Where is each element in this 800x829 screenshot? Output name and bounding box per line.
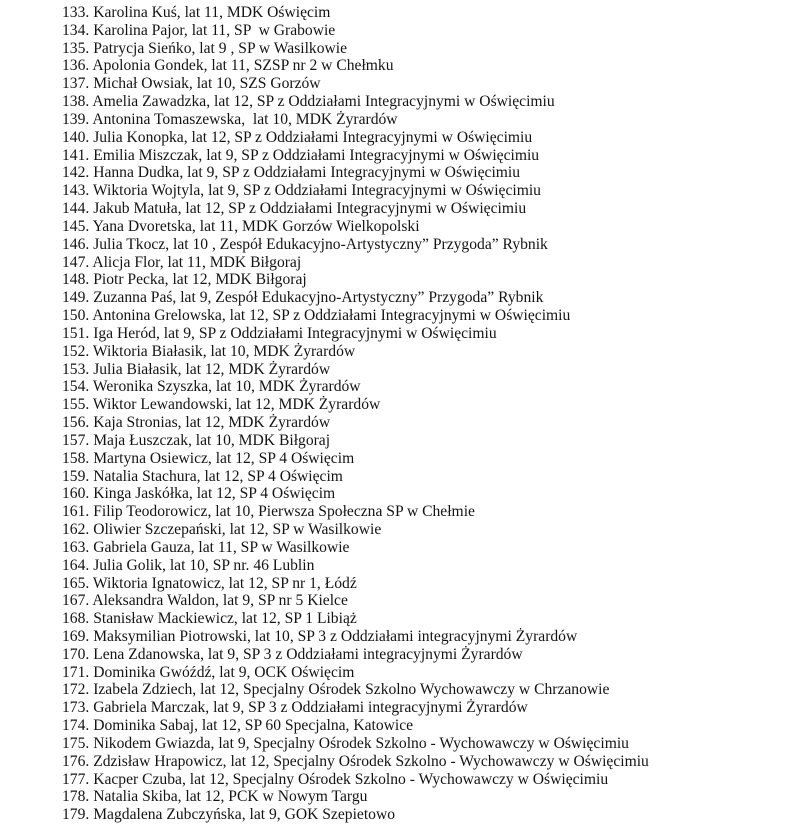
list-item: 165. Wiktoria Ignatowicz, lat 12, SP nr 1, Łódź bbox=[62, 574, 357, 592]
list-item: 145. Yana Dvoretska, lat 11, MDK Gorzów Wielkopolski bbox=[62, 217, 420, 235]
list-item: 158. Martyna Osiewicz, lat 12, SP 4 Oświęcim bbox=[62, 449, 355, 467]
list-item: 142. Hanna Dudka, lat 9, SP z Oddziałami Integracyjnymi w Oświęcimiu bbox=[62, 164, 521, 182]
list-item: 134. Karolina Pajor, lat 11, SP w Grabowie bbox=[62, 21, 336, 39]
list-item: 178. Natalia Skiba, lat 12, PCK w Nowym Targu bbox=[62, 788, 368, 806]
list-item: 176. Zdzisław Hrapowicz, lat 12, Specjalny Ośrodek Szkolno - Wychowawczy w Oświęcimiu bbox=[62, 752, 649, 770]
list-item: 146. Julia Tkocz, lat 10 , Zespół Edukacyjno-Artystyczny” Przygoda” Rybnik bbox=[62, 235, 548, 253]
list-item: 161. Filip Teodorowicz, lat 10, Pierwsza Społeczna SP w Chełmie bbox=[62, 503, 475, 521]
list-item: 151. Iga Heród, lat 9, SP z Oddziałami Integracyjnymi w Oświęcimiu bbox=[62, 324, 497, 342]
list-item: 147. Alicja Flor, lat 11, MDK Biłgoraj bbox=[62, 253, 302, 271]
participant-list bbox=[62, 4, 649, 824]
list-item: 154. Weronika Szyszka, lat 10, MDK Żyrardów bbox=[62, 378, 361, 396]
list-item: 156. Kaja Stronias, lat 12, MDK Żyrardów bbox=[62, 414, 331, 432]
list-item: 144. Jakub Matuła, lat 12, SP z Oddziałami Integracyjnymi w Oświęcimiu bbox=[62, 200, 527, 218]
list-item: 133. Karolina Kuś, lat 11, MDK Oświęcim bbox=[62, 4, 331, 21]
list-item: 143. Wiktoria Wojtyla, lat 9, SP z Oddziałami Integracyjnymi w Oświęcimiu bbox=[62, 182, 541, 200]
list-item: 160. Kinga Jaskółka, lat 12, SP 4 Oświęcim bbox=[62, 485, 336, 503]
list-item: 169. Maksymilian Piotrowski, lat 10, SP 3 z Oddziałami integracyjnymi Żyrardów bbox=[62, 627, 578, 645]
list-item: 150. Antonina Grelowska, lat 12, SP z Oddziałami Integracyjnymi w Oświęcimiu bbox=[62, 307, 571, 325]
list-item: 148. Piotr Pecka, lat 12, MDK Biłgoraj bbox=[62, 271, 307, 289]
list-item: 135. Patrycja Sieńko, lat 9 , SP w Wasilkowie bbox=[62, 39, 348, 57]
list-item: 155. Wiktor Lewandowski, lat 12, MDK Żyrardów bbox=[62, 396, 381, 414]
list-item: 141. Emilia Miszczak, lat 9, SP z Oddziałami Integracyjnymi w Oświęcimiu bbox=[62, 146, 540, 164]
list-item: 153. Julia Białasik, lat 12, MDK Żyrardów bbox=[62, 360, 331, 378]
list-item: 136. Apolonia Gondek, lat 11, SZSP nr 2 w Chełmku bbox=[62, 57, 394, 75]
list-item: 175. Nikodem Gwiazda, lat 9, Specjalny Ośrodek Szkolno - Wychowawczy w Oświęcimiu bbox=[62, 734, 629, 752]
list-item: 172. Izabela Zdziech, lat 12, Specjalny Ośrodek Szkolno Wychowawczy w Chrzanowie bbox=[62, 681, 610, 699]
list-item: 140. Julia Konopka, lat 12, SP z Oddziałami Integracyjnymi w Oświęcimiu bbox=[62, 128, 533, 146]
list-item: 171. Dominika Gwóźdź, lat 9, OCK Oświęcim bbox=[62, 663, 355, 681]
list-item: 164. Julia Golik, lat 10, SP nr. 46 Lublin bbox=[62, 556, 315, 574]
list-item: 170. Lena Zdanowska, lat 9, SP 3 z Oddziałami integracyjnymi Żyrardów bbox=[62, 645, 523, 663]
list-item: 168. Stanisław Mackiewicz, lat 12, SP 1 Libiąż bbox=[62, 610, 357, 628]
list-item: 157. Maja Łuszczak, lat 10, MDK Biłgoraj bbox=[62, 431, 331, 449]
list-item: 138. Amelia Zawadzka, lat 12, SP z Oddziałami Integracyjnymi w Oświęcimiu bbox=[62, 93, 555, 111]
list-item: 167. Aleksandra Waldon, lat 9, SP nr 5 Kielce bbox=[62, 592, 348, 610]
list-item: 152. Wiktoria Białasik, lat 10, MDK Żyrardów bbox=[62, 342, 356, 360]
list-item: 173. Gabriela Marczak, lat 9, SP 3 z Oddziałami integracyjnymi Żyrardów bbox=[62, 699, 528, 717]
list-item: 177. Kacper Czuba, lat 12, Specjalny Ośrodek Szkolno - Wychowawczy w Oświęcimiu bbox=[62, 770, 609, 788]
list-item: 162. Oliwier Szczepański, lat 12, SP w Wasilkowie bbox=[62, 521, 382, 539]
list-item: 159. Natalia Stachura, lat 12, SP 4 Oświęcim bbox=[62, 467, 343, 485]
list-item: 137. Michał Owsiak, lat 10, SZS Gorzów bbox=[62, 75, 321, 93]
list-item: 163. Gabriela Gauza, lat 11, SP w Wasilkowie bbox=[62, 538, 350, 556]
list-item: 174. Dominika Sabaj, lat 12, SP 60 Specjalna, Katowice bbox=[62, 717, 414, 735]
list-item: 179. Magdalena Zubczyńska, lat 9, GOK Szepietowo bbox=[62, 806, 396, 824]
list-item: 139. Antonina Tomaszewska, lat 10, MDK Żyrardów bbox=[62, 110, 398, 128]
list-item: 149. Zuzanna Paś, lat 9, Zespół Edukacyjno-Artystyczny” Przygoda” Rybnik bbox=[62, 289, 544, 307]
